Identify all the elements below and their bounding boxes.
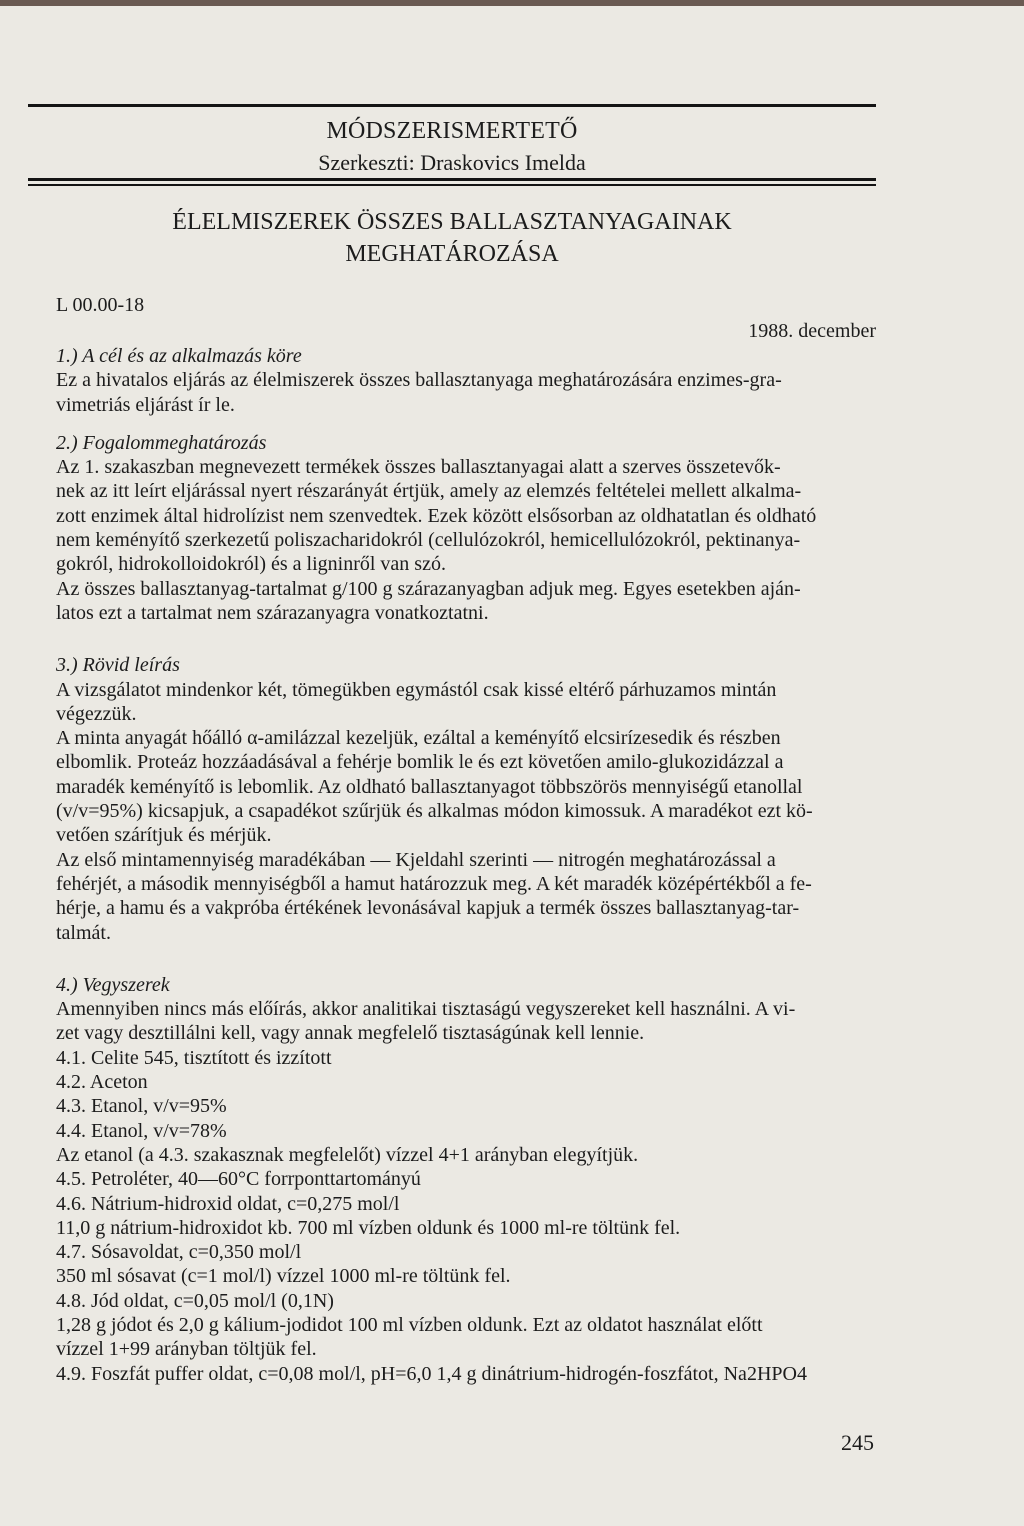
document-page [0, 6, 1024, 1526]
list-item: 4.1. Celite 545, tisztított és izzított [56, 1046, 332, 1069]
list-item: 4.5. Petroléter, 40—60°C forrponttartományú [56, 1168, 421, 1191]
text-line: végezzük. [56, 702, 137, 725]
list-item: 4.6. Nátrium-hidroxid oldat, c=0,275 mol/l [56, 1192, 400, 1215]
title-line-1: ÉLELMISZEREK ÖSSZES BALLASZTANYAGAINAK [172, 209, 732, 235]
text-line: fehérjét, a második mennyiségből a hamut határozzuk meg. A két maradék középértékből a fe- [56, 872, 812, 895]
list-item: 4.8. Jód oldat, c=0,05 mol/l (0,1N) [56, 1289, 334, 1312]
page-number: 245 [841, 1430, 874, 1455]
header-bottom-rule [28, 178, 876, 181]
text-line: A minta anyagát hőálló α-amilázzal kezeljük, ezáltal a keményítő elcsirízesedik és részben [56, 727, 781, 750]
text-line: gokról, hidrokolloidokról) és a ligninről van szó. [56, 553, 446, 576]
list-item: 4.9. Foszfát puffer oldat, c=0,08 mol/l, pH=6,0 1,4 g dinátrium-hidrogén-foszfátot, Na2HPO4 [56, 1362, 807, 1385]
text-line: A vizsgálatot mindenkor két, tömegükben egymástól csak kissé eltérő párhuzamos mintán [56, 678, 777, 701]
header-top-rule [28, 104, 876, 107]
title-line-2: MEGHATÁROZÁSA [345, 241, 559, 267]
text-line: vimetriás eljárást ír le. [56, 393, 235, 416]
text-line: Az 1. szakaszban megnevezett termékek összes ballasztanyagai alatt a szerves összetevők- [56, 456, 781, 479]
section-1-heading: 1.) A cél és az alkalmazás köre [56, 345, 302, 367]
text-line: talmát. [56, 921, 111, 944]
text-line: (v/v=95%) kicsapjuk, a csapadékot szűrjük és alkalmas módon kimossuk. A maradékot ezt kö- [56, 800, 813, 823]
text-line: hérje, a hamu és a vakpróba értékének levonásával kapjuk a termék összes ballasztanyag-tar- [56, 897, 800, 920]
document-code: L 00.00-18 [56, 294, 145, 316]
section-3-heading: 3.) Rövid leírás [56, 654, 180, 677]
document-body [56, 344, 876, 1386]
text-line: vetően szárítjuk és mérjük. [56, 824, 272, 847]
text-line: Amennyiben nincs más előírás, akkor analitikai tisztaságú vegyszereket kell használni. A vi- [56, 998, 796, 1021]
text-line: elbomlik. Proteáz hozzáadásával a fehérje bomlik le és ezt követően amilo-glukozidázzal a [56, 751, 784, 774]
text-line: latos ezt a tartalmat nem szárazanyagra vonatkoztatni. [56, 601, 489, 624]
section-2-heading: 2.) Fogalommeghatározás [56, 431, 267, 454]
editor-line: Szerkeszti: Draskovics Imelda [318, 150, 586, 175]
text-line: maradék keményítő is lebomlik. Az oldható ballasztanyagot többszörös mennyiségű etanollal [56, 775, 803, 798]
text-line: vízzel 1+99 arányban töltjük fel. [56, 1338, 317, 1361]
text-line: nem keményítő szerkezetű poliszacharidokról (cellulózokról, hemicellulózokról, pektinanya- [56, 529, 801, 552]
text-line: Ez a hivatalos eljárás az élelmiszerek összes ballasztanyaga meghatározására enzimes-gra- [56, 369, 782, 392]
document-title [28, 206, 876, 270]
text-line: Az etanol (a 4.3. szakasznak megfelelőt) vízzel 4+1 arányban elegyítjük. [56, 1143, 639, 1166]
text-line: zott enzimek által hidrolízist nem szenvedtek. Ezek között elsősorban az oldhatatlan és oldható [56, 504, 817, 527]
list-item: 4.7. Sósavoldat, c=0,350 mol/l [56, 1241, 302, 1264]
list-item: 4.2. Aceton [56, 1071, 148, 1094]
text-line: 350 ml sósavat (c=1 mol/l) vízzel 1000 ml-re töltünk fel. [56, 1265, 511, 1288]
document-date: 1988. december [748, 320, 876, 342]
list-item: 4.3. Etanol, v/v=95% [56, 1095, 227, 1118]
section-4-heading: 4.) Vegyszerek [56, 973, 170, 996]
text-line: Az összes ballasztanyag-tartalmat g/100 g szárazanyagban adjuk meg. Egyes esetekben aján- [56, 577, 801, 600]
text-line: Az első mintamennyiség maradékában — Kjeldahl szerinti — nitrogén meghatározással a [56, 848, 776, 871]
text-line: zet vagy desztillálni kell, vagy annak megfelelő tisztaságúnak kell lennie. [56, 1022, 645, 1045]
text-line: 11,0 g nátrium-hidroxidot kb. 700 ml vízben oldunk és 1000 ml-re töltünk fel. [56, 1216, 681, 1239]
text-line: nek az itt leírt eljárással nyert részarányát értjük, amely az elemzés feltételei mellett alkalma- [56, 480, 802, 503]
list-item: 4.4. Etanol, v/v=78% [56, 1119, 227, 1142]
header-bottom-rule-2 [28, 184, 876, 186]
text-line: 1,28 g jódot és 2,0 g kálium-jodidot 100 ml vízben oldunk. Ezt az oldatot használat előtt [56, 1313, 763, 1336]
section-header: MÓDSZERISMERTETŐ [326, 118, 578, 144]
